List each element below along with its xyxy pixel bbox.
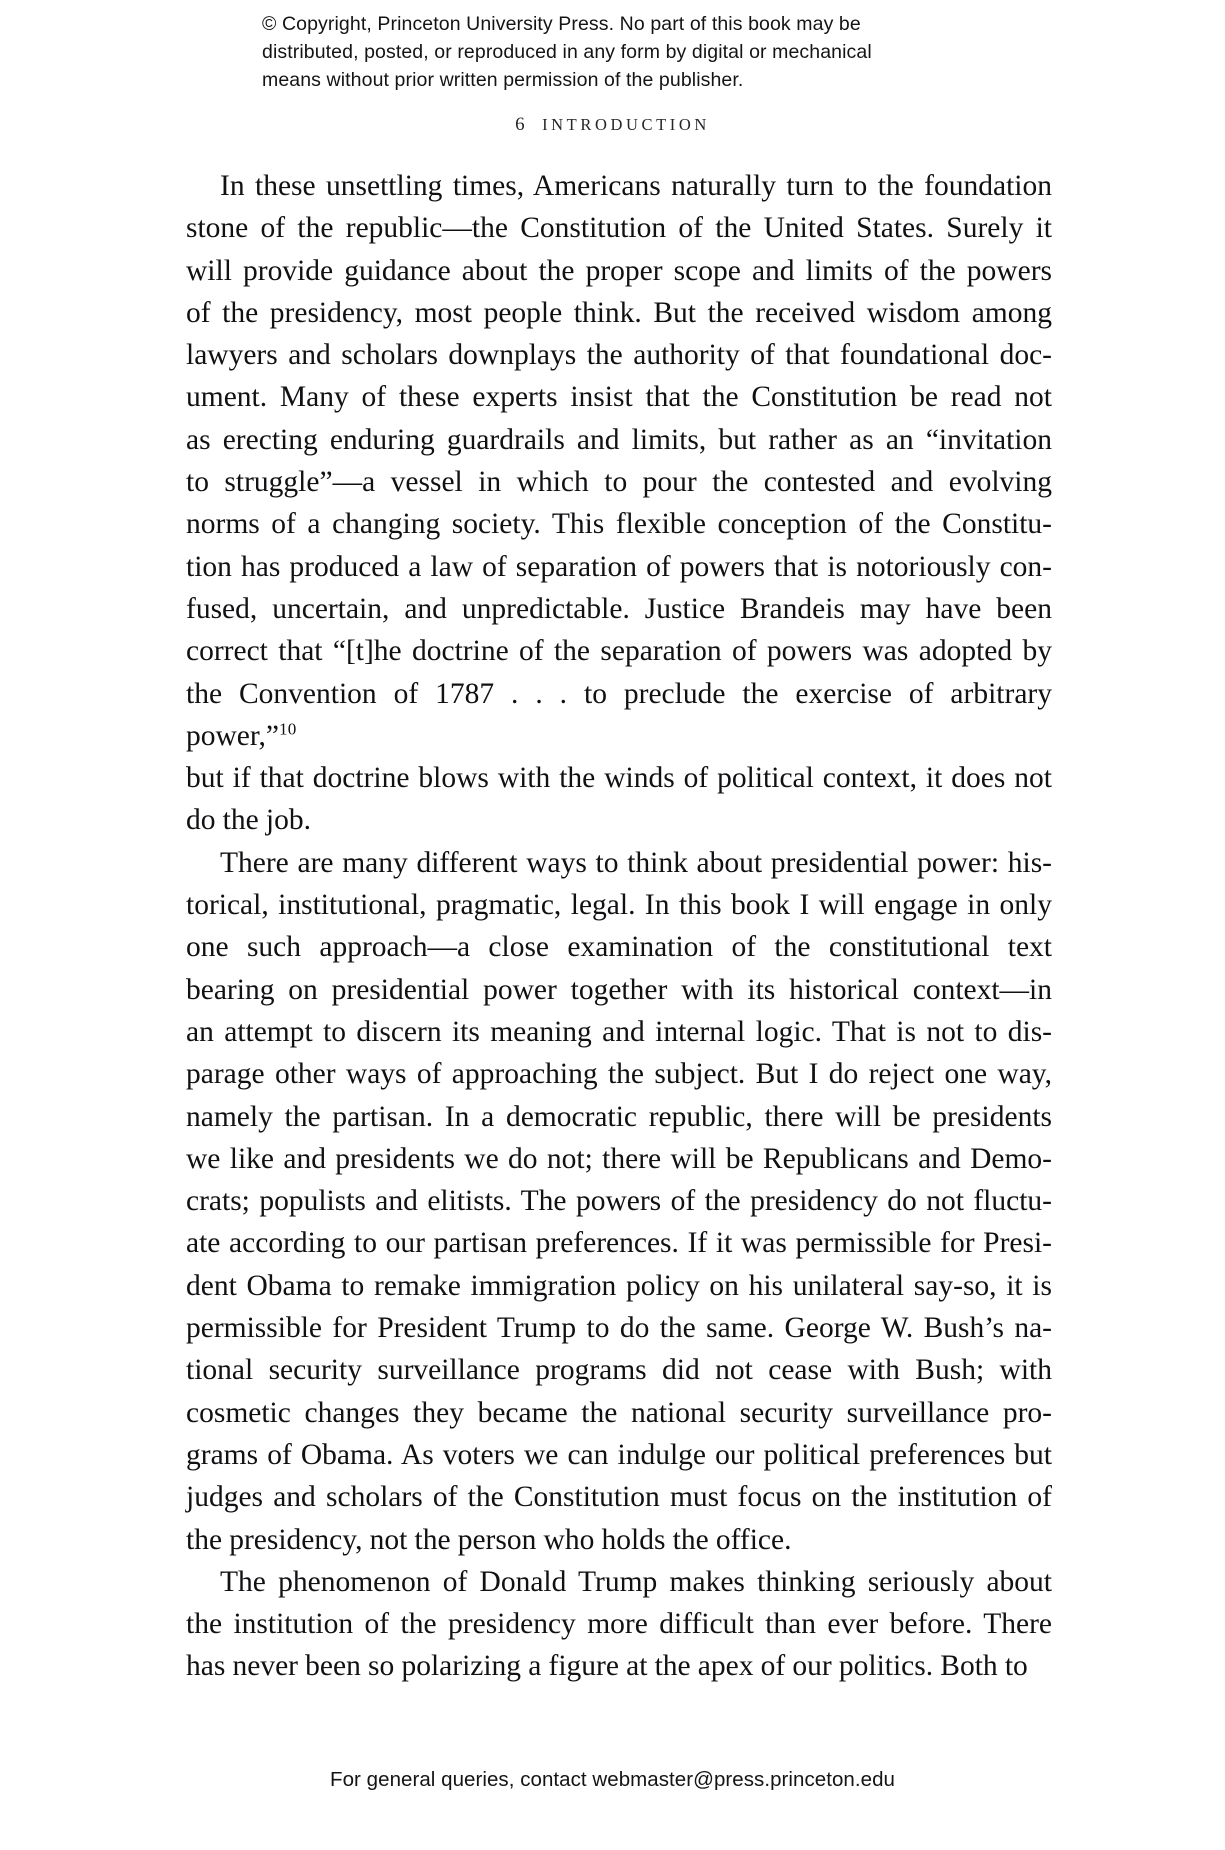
text-line: namely the partisan. In a democratic republic, there will be presidents [186, 1100, 1052, 1133]
text-line: The phenomenon of Donald Trump makes thinking seriously about [220, 1565, 1052, 1598]
text-line: the Convention of 1787 . . . to preclude the exercise of arbitrary power,”$^{10}$ [186, 677, 1060, 752]
page-number: 6 [515, 114, 526, 135]
text-line: cosmetic changes they became the national security surveillance pro- [186, 1396, 1052, 1429]
copyright-notice [262, 10, 962, 94]
text-line: parage other ways of approaching the subject. But I do reject one way, [186, 1058, 1052, 1091]
text-line: correct that “[t]he doctrine of the separation of powers was adopted by [186, 635, 1052, 668]
text-line: dent Obama to remake immigration policy on his unilateral say-so, it is [186, 1269, 1052, 1302]
running-head-title: INTRODUCTION [542, 115, 710, 134]
text-line: lawyers and scholars downplays the authority of that foundational doc- [186, 339, 1052, 372]
paragraph-3 [186, 1561, 1052, 1688]
copyright-line: © Copyright, Princeton University Press. No part of this book may be [262, 13, 861, 35]
footer-query-line: For general queries, contact webmaster@press.princeton.edu [330, 1768, 895, 1791]
paragraph-1 [186, 165, 1060, 842]
text-line: the institution of the presidency more difficult than ever before. There [186, 1608, 1052, 1641]
running-head [0, 114, 1225, 136]
text-line: torical, institutional, pragmatic, legal. In this book I will engage in only [186, 889, 1052, 922]
text-line: bearing on presidential power together with its historical context—in [186, 973, 1052, 1006]
text-line: an attempt to discern its meaning and internal logic. That is not to dis- [186, 1015, 1052, 1048]
text-line: stone of the republic—the Constitution of the United States. Surely it [186, 212, 1052, 245]
text-line: to struggle”—a vessel in which to pour the contested and evolving [186, 466, 1052, 499]
text-line: one such approach—a close examination of the constitutional text [186, 931, 1052, 964]
text-line: permissible for President Trump to do the same. George W. Bush’s na- [186, 1312, 1052, 1345]
text-line: has never been so polarizing a figure at the apex of our politics. Both to [186, 1650, 1028, 1683]
text-line: will provide guidance about the proper scope and limits of the powers [186, 254, 1052, 287]
text-line: norms of a changing society. This flexible conception of the Constitu- [186, 508, 1052, 541]
text-line: but if that doctrine blows with the winds of political context, it does not [186, 762, 1052, 795]
paragraph-2 [186, 842, 1052, 1561]
text-line: fused, uncertain, and unpredictable. Justice Brandeis may have been [186, 592, 1052, 625]
text-line: judges and scholars of the Constitution must focus on the institution of [186, 1481, 1052, 1514]
text-line: There are many different ways to think about presidential power: his- [220, 846, 1052, 879]
footnote-marker: 10 [279, 719, 297, 739]
copyright-line: means without prior written permission of the publisher. [262, 69, 744, 91]
text-line: we like and presidents we do not; there will be Republicans and Demo- [186, 1142, 1052, 1175]
text-line: grams of Obama. As voters we can indulge our political preferences but [186, 1438, 1052, 1471]
text-line: tional security surveillance programs did not cease with Bush; with [186, 1354, 1052, 1387]
text-line: crats; populists and elitists. The powers of the presidency do not fluctu- [186, 1185, 1052, 1218]
text-line: tion has produced a law of separation of powers that is notoriously con- [186, 550, 1052, 583]
text-line: the presidency, not the person who holds the office. [186, 1523, 792, 1556]
text-line: do the job. [186, 804, 311, 837]
text-line: ate according to our partisan preferences. If it was permissible for Presi- [186, 1227, 1052, 1260]
copyright-line: distributed, posted, or reproduced in any form by digital or mechanical [262, 41, 872, 63]
text-line: as erecting enduring guardrails and limits, but rather as an “invitation [186, 423, 1052, 456]
text-line: In these unsettling times, Americans naturally turn to the foundation [220, 170, 1052, 202]
text-line: of the presidency, most people think. But the received wisdom among [186, 296, 1052, 329]
text-line: ument. Many of these experts insist that the Constitution be read not [186, 381, 1052, 414]
text-block [186, 165, 1060, 1688]
